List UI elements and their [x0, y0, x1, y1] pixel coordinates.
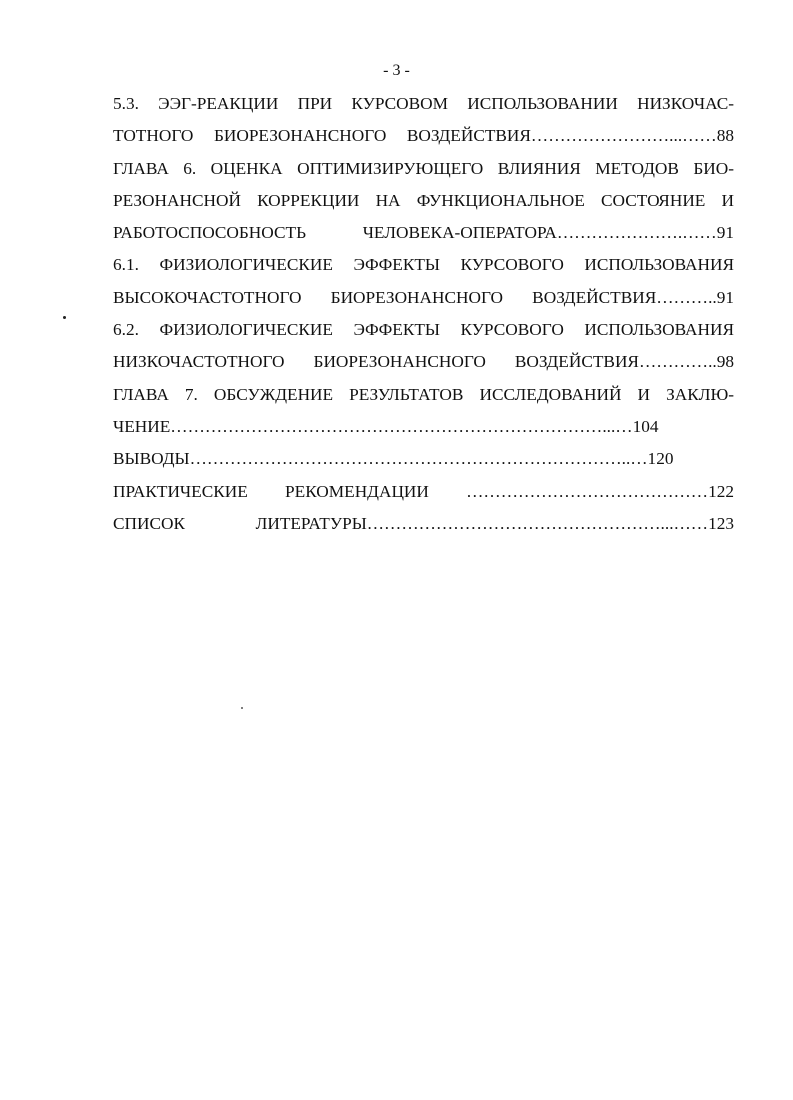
page-number: - 3 - [383, 62, 410, 79]
toc-line-6-1-start: 6.1. ФИЗИОЛОГИЧЕСКИЕ ЭФФЕКТЫ КУРСОВОГО ИСПОЛЬЗОВАНИЯ [113, 255, 734, 275]
toc-line-ch7-start: ГЛАВА 7. ОБСУЖДЕНИЕ РЕЗУЛЬТАТОВ ИССЛЕДОВАНИЙ И ЗАКЛЮ- [113, 384, 734, 404]
toc-line-ch6-end: РАБОТОСПОСОБНОСТЬ ЧЕЛОВЕКА-ОПЕРАТОРА………………….……91 [113, 223, 734, 243]
toc-line-recommendations: ПРАКТИЧЕСКИЕ РЕКОМЕНДАЦИИ ……………………………………122 [113, 481, 734, 501]
toc-line-ch7-end: ЧЕНИЕ…………………………………………………………………...…104 [113, 416, 659, 436]
toc-line-5-3-end: ТОТНОГО БИОРЕЗОНАНСНОГО ВОЗДЕЙСТВИЯ……………………...……88 [113, 126, 734, 146]
scan-dot-mark [63, 316, 66, 319]
toc-line-ch6-start: ГЛАВА 6. ОЦЕНКА ОПТИМИЗИРУЮЩЕГО ВЛИЯНИЯ МЕТОДОВ БИО- [113, 158, 734, 178]
scan-speck [241, 707, 243, 709]
toc-line-6-1-end: ВЫСОКОЧАСТОТНОГО БИОРЕЗОНАНСНОГО ВОЗДЕЙСТВИЯ………..91 [113, 287, 734, 307]
toc-line-conclusions: ВЫВОДЫ…………………………………………………………………..…120 [113, 449, 674, 469]
table-of-contents [113, 88, 734, 540]
toc-line-6-2-start: 6.2. ФИЗИОЛОГИЧЕСКИЕ ЭФФЕКТЫ КУРСОВОГО ИСПОЛЬЗОВАНИЯ [113, 320, 734, 340]
toc-line-5-3-start: 5.3. ЭЭГ-РЕАКЦИИ ПРИ КУРСОВОМ ИСПОЛЬЗОВАНИИ НИЗКОЧАС- [113, 94, 734, 113]
toc-line-6-2-end: НИЗКОЧАСТОТНОГО БИОРЕЗОНАНСНОГО ВОЗДЕЙСТВИЯ…………..98 [113, 352, 734, 372]
toc-line-ch6-middle: РЕЗОНАНСНОЙ КОРРЕКЦИИ НА ФУНКЦИОНАЛЬНОЕ СОСТОЯНИЕ И [113, 190, 734, 210]
toc-line-references: СПИСОК ЛИТЕРАТУРЫ……………………………………………...……123 [113, 513, 734, 533]
